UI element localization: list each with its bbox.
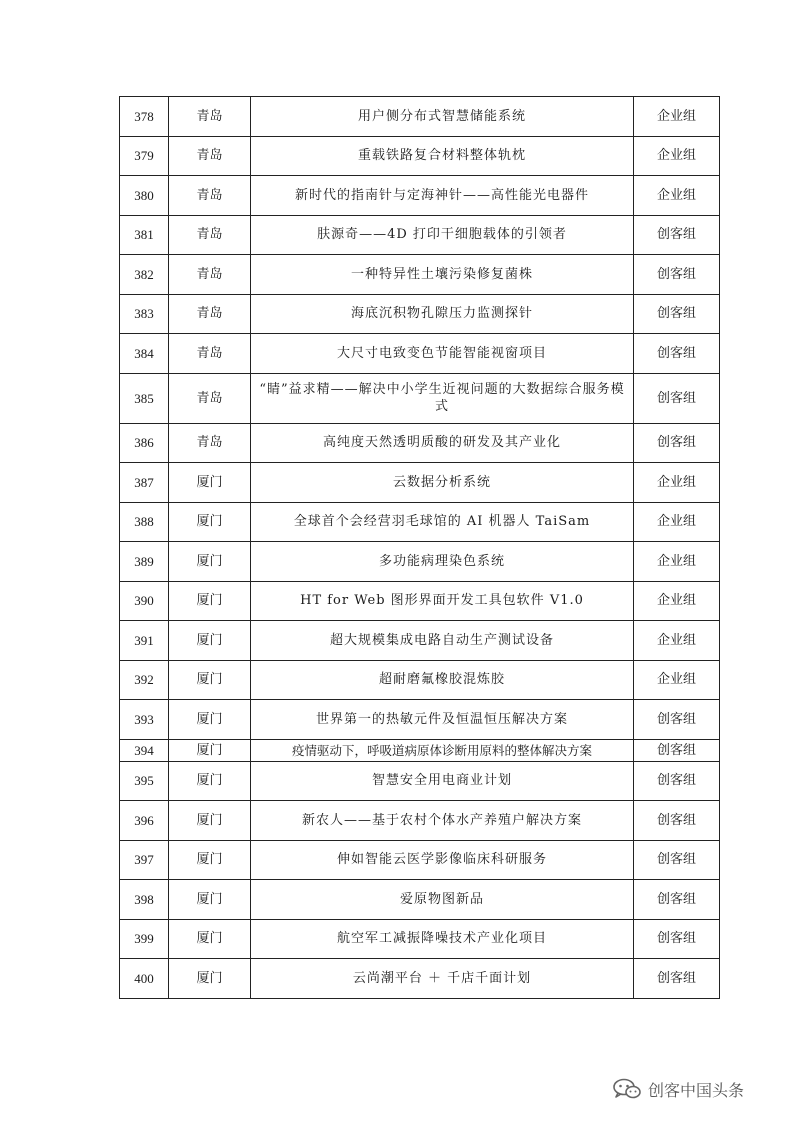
- row-group: 企业组: [634, 621, 720, 661]
- row-number: 400: [120, 959, 169, 999]
- row-group: 创客组: [634, 959, 720, 999]
- row-group: 创客组: [634, 739, 720, 761]
- row-project: 全球首个会经营羽毛球馆的 AI 机器人 TaiSam: [251, 502, 634, 542]
- table-row: [120, 215, 720, 255]
- row-group: 企业组: [634, 176, 720, 216]
- row-project: 云数据分析系统: [251, 463, 634, 503]
- row-city: 厦门: [169, 660, 251, 700]
- row-group: 创客组: [634, 334, 720, 374]
- row-project: 疫情驱动下，呼吸道病原体诊断用原料的整体解决方案: [251, 739, 634, 761]
- table-row: [120, 423, 720, 463]
- row-group: 创客组: [634, 880, 720, 920]
- row-group: 企业组: [634, 502, 720, 542]
- row-city: 青岛: [169, 97, 251, 137]
- row-group: 创客组: [634, 423, 720, 463]
- row-city: 厦门: [169, 880, 251, 920]
- row-number: 378: [120, 97, 169, 137]
- row-group: 企业组: [634, 136, 720, 176]
- row-city: 厦门: [169, 840, 251, 880]
- row-number: 388: [120, 502, 169, 542]
- table-row: [120, 801, 720, 841]
- table-row: [120, 542, 720, 582]
- row-number: 381: [120, 215, 169, 255]
- row-number: 390: [120, 581, 169, 621]
- row-group: 企业组: [634, 97, 720, 137]
- row-city: 青岛: [169, 294, 251, 334]
- row-project: 新农人——基于农村个体水产养殖户解决方案: [251, 801, 634, 841]
- row-project: 新时代的指南针与定海神针——高性能光电器件: [251, 176, 634, 216]
- project-table: [119, 96, 720, 999]
- table-row: [120, 959, 720, 999]
- row-number: 383: [120, 294, 169, 334]
- row-city: 厦门: [169, 502, 251, 542]
- row-number: 389: [120, 542, 169, 582]
- row-number: 379: [120, 136, 169, 176]
- row-group: 企业组: [634, 581, 720, 621]
- row-number: 380: [120, 176, 169, 216]
- row-number: 385: [120, 373, 169, 423]
- row-number: 397: [120, 840, 169, 880]
- row-group: 企业组: [634, 660, 720, 700]
- row-group: 企业组: [634, 463, 720, 503]
- row-city: 厦门: [169, 919, 251, 959]
- row-group: 创客组: [634, 700, 720, 740]
- table-row: [120, 660, 720, 700]
- table-row: [120, 373, 720, 423]
- table-row: [120, 502, 720, 542]
- row-number: 395: [120, 761, 169, 801]
- wechat-watermark: [612, 1076, 744, 1102]
- table-row: [120, 621, 720, 661]
- row-city: 青岛: [169, 423, 251, 463]
- table-row: [120, 739, 720, 761]
- row-group: 创客组: [634, 373, 720, 423]
- row-number: 396: [120, 801, 169, 841]
- watermark-text: 创客中国头条: [648, 1080, 745, 1100]
- row-group: 创客组: [634, 761, 720, 801]
- row-city: 厦门: [169, 542, 251, 582]
- row-city: 青岛: [169, 215, 251, 255]
- row-project: 大尺寸电致变色节能智能视窗项目: [251, 334, 634, 374]
- table-row: [120, 176, 720, 216]
- row-group: 创客组: [634, 801, 720, 841]
- table-row: [120, 581, 720, 621]
- table-row: [120, 463, 720, 503]
- row-project: 超耐磨氟橡胶混炼胶: [251, 660, 634, 700]
- row-project: 用户侧分布式智慧储能系统: [251, 97, 634, 137]
- row-number: 387: [120, 463, 169, 503]
- row-project: 一种特异性土壤污染修复菌株: [251, 255, 634, 295]
- wechat-icon: [612, 1078, 642, 1100]
- row-number: 399: [120, 919, 169, 959]
- row-city: 厦门: [169, 463, 251, 503]
- row-number: 384: [120, 334, 169, 374]
- row-number: 394: [120, 739, 169, 761]
- row-number: 391: [120, 621, 169, 661]
- row-city: 厦门: [169, 700, 251, 740]
- row-number: 392: [120, 660, 169, 700]
- row-city: 青岛: [169, 373, 251, 423]
- row-city: 厦门: [169, 761, 251, 801]
- row-project: HT for Web 图形界面开发工具包软件 V1.0: [251, 581, 634, 621]
- row-city: 厦门: [169, 581, 251, 621]
- row-project: 爱原物图新品: [251, 880, 634, 920]
- row-project: 智慧安全用电商业计划: [251, 761, 634, 801]
- row-city: 青岛: [169, 136, 251, 176]
- table-row: [120, 880, 720, 920]
- row-city: 厦门: [169, 739, 251, 761]
- row-project: 重载铁路复合材料整体轨枕: [251, 136, 634, 176]
- row-group: 创客组: [634, 919, 720, 959]
- row-group: 企业组: [634, 542, 720, 582]
- row-project: 伸如智能云医学影像临床科研服务: [251, 840, 634, 880]
- row-number: 382: [120, 255, 169, 295]
- row-city: 青岛: [169, 334, 251, 374]
- row-project: 多功能病理染色系统: [251, 542, 634, 582]
- table-row: [120, 334, 720, 374]
- row-group: 创客组: [634, 294, 720, 334]
- row-project: “睛”益求精——解决中小学生近视问题的大数据综合服务模式: [251, 373, 634, 423]
- row-number: 386: [120, 423, 169, 463]
- row-number: 398: [120, 880, 169, 920]
- row-project: 云尚潮平台 ＋ 千店千面计划: [251, 959, 634, 999]
- row-project: 超大规模集成电路自动生产测试设备: [251, 621, 634, 661]
- table-row: [120, 136, 720, 176]
- row-project: 高纯度天然透明质酸的研发及其产业化: [251, 423, 634, 463]
- row-group: 创客组: [634, 255, 720, 295]
- row-project: 世界第一的热敏元件及恒温恒压解决方案: [251, 700, 634, 740]
- row-group: 创客组: [634, 215, 720, 255]
- row-city: 厦门: [169, 621, 251, 661]
- table-row: [120, 97, 720, 137]
- table-row: [120, 700, 720, 740]
- row-group: 创客组: [634, 840, 720, 880]
- row-city: 厦门: [169, 959, 251, 999]
- table-row: [120, 255, 720, 295]
- row-city: 厦门: [169, 801, 251, 841]
- row-project: 海底沉积物孔隙压力监测探针: [251, 294, 634, 334]
- row-number: 393: [120, 700, 169, 740]
- table-row: [120, 840, 720, 880]
- row-project: 航空军工减振降噪技术产业化项目: [251, 919, 634, 959]
- row-project: 肤源奇——4D 打印干细胞载体的引领者: [251, 215, 634, 255]
- table-row: [120, 919, 720, 959]
- table-row: [120, 761, 720, 801]
- row-city: 青岛: [169, 176, 251, 216]
- table-row: [120, 294, 720, 334]
- project-table-body: [120, 97, 720, 999]
- row-city: 青岛: [169, 255, 251, 295]
